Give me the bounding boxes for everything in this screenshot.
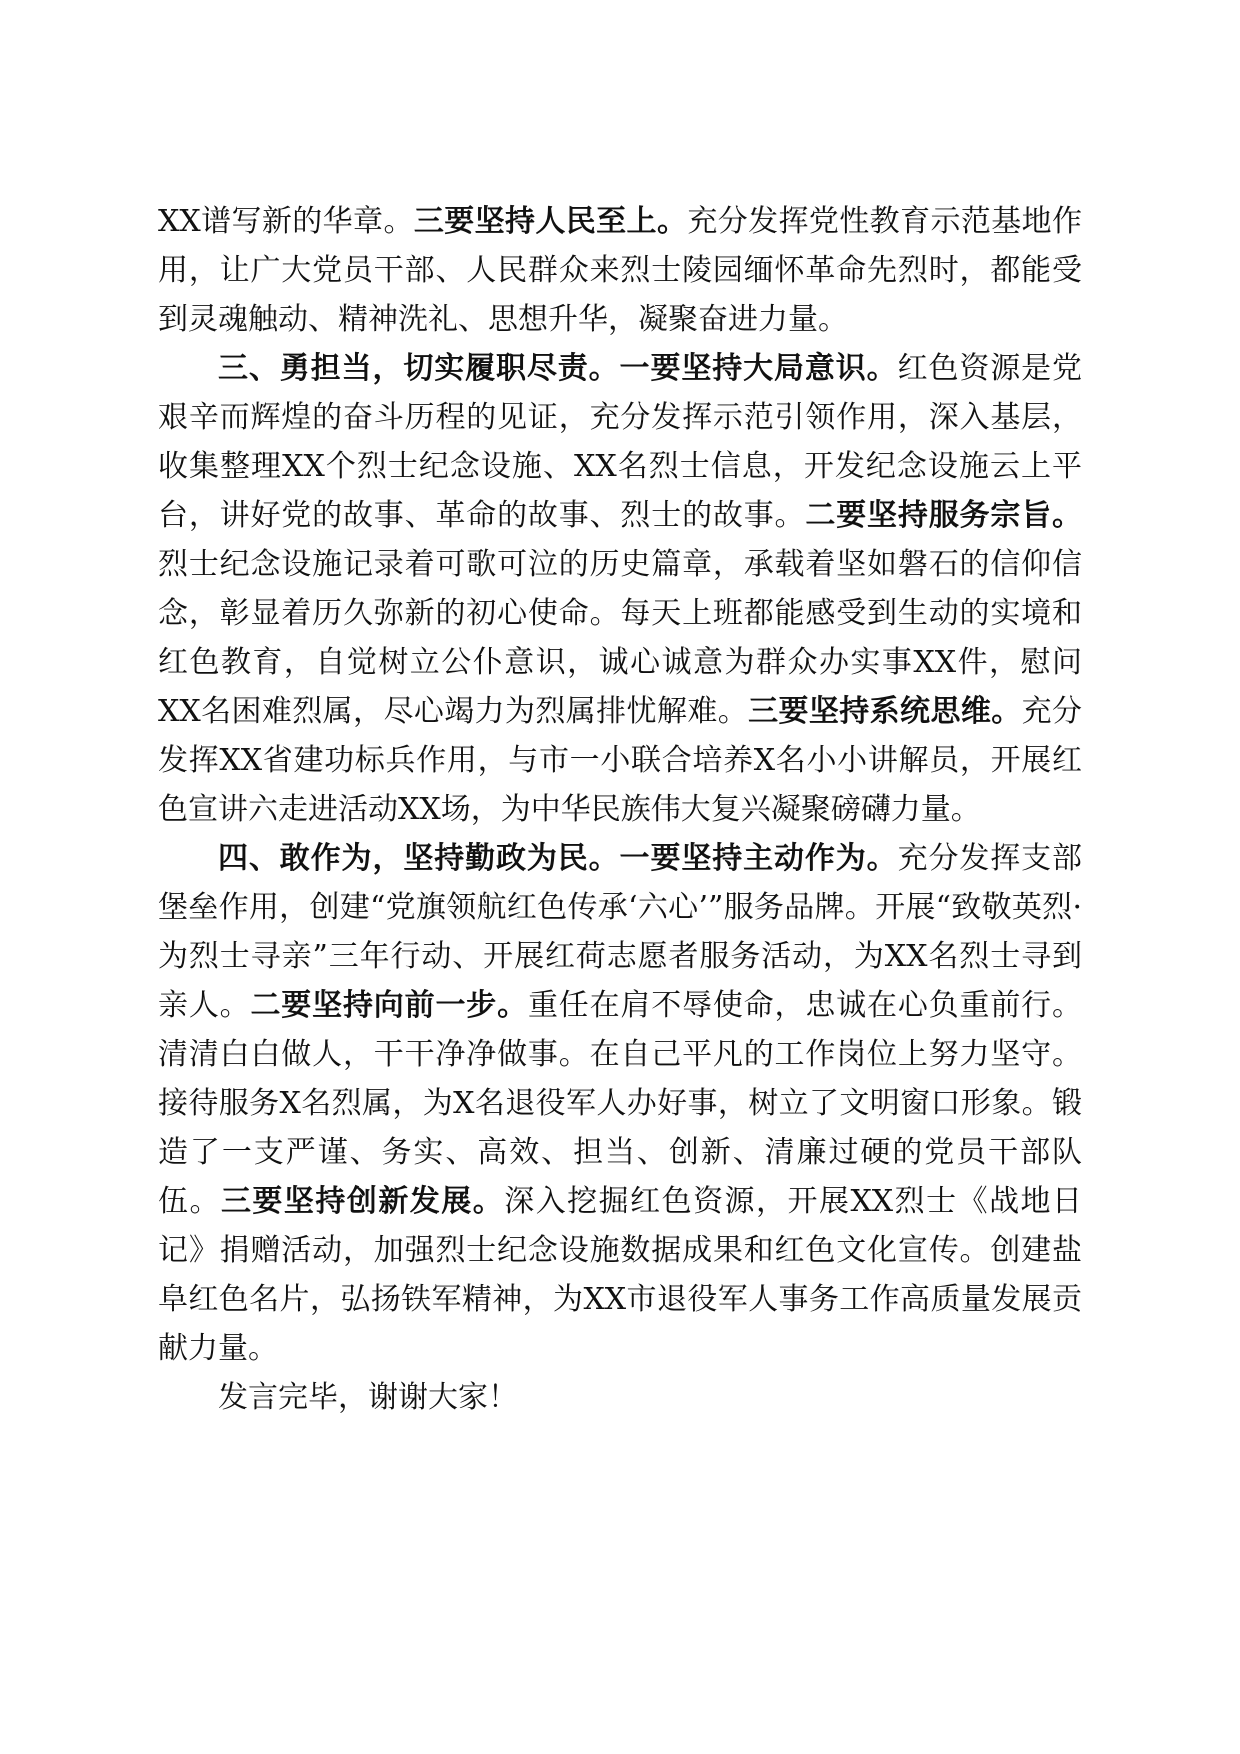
text-run: 发言完毕，谢谢大家！ [218,1380,518,1415]
text-run: 烈士纪念设施记录着可歌可泣的历史篇章，承载着坚如磐石的信仰信念，彰显着历久弥新的初心使命。每天上班都能感受到生动的实境和红色教育，自觉树立公仆意识，诚心诚意为群众办实事XX件，慰问XX名困难烈属，尽心竭力为烈属排忧解难。 [158,547,1082,729]
bold-heading-run: 四、敢作为，坚持勤政为民。一要坚持主动作为。 [218,841,898,876]
text-run: 深入挖掘红色资源，开展XX烈士《战地日记》捐赠活动，加强烈士纪念设施数据成果和红色文化宣传。创建盐阜红色名片，弘扬铁军精神，为XX市退役军人事务工作高质量发展贡献力量。 [158,1184,1083,1366]
bold-heading-run: 三要坚持人民至上。 [413,204,688,239]
bold-heading-run: 三、勇担当，切实履职尽责。一要坚持大局意识。 [218,351,898,386]
document-page [158,197,1082,1422]
text-run: 充分发挥XX省建功标兵作用，与市一小联合培养X名小小讲解员，开展红色宣讲六走进活动XX场，为中华民族伟大复兴凝聚磅礴力量。 [158,694,1083,827]
paragraph-1 [158,197,1082,344]
bold-heading-run: 三要坚持创新发展。 [220,1184,505,1219]
text-run: XX谱写新的华章。 [158,204,414,239]
closing-paragraph [158,1373,1082,1422]
text-run: 充分发挥党性教育示范基地作用，让广大党员干部、人民群众来烈士陵园缅怀革命先烈时，都能受到灵魂触动、精神洗礼、思想升华，凝聚奋进力量。 [158,204,1083,337]
bold-heading-run: 三要坚持系统思维。 [748,694,1022,729]
text-run: 红色资源是党艰辛而辉煌的奋斗历程的见证，充分发挥示范引领作用，深入基层，收集整理XX个烈士纪念设施、XX名烈士信息，开发纪念设施云上平台，讲好党的故事、革命的故事、烈士的故事。 [158,351,1083,533]
text-run: 重任在肩不辱使命，忠诚在心负重前行。清清白白做人，干干净净做事。在自己平凡的工作岗位上努力坚守。接待服务X名烈属，为X名退役军人办好事，树立了文明窗口形象。锻造了一支严谨、务实、高效、担当、创新、清廉过硬的党员干部队伍。 [158,988,1083,1219]
paragraph-2 [158,344,1082,834]
paragraph-3 [158,834,1082,1373]
bold-heading-run: 二要坚持服务宗旨。 [805,498,1083,533]
text-run: 充分发挥支部堡垒作用，创建“党旗领航红色传承‘六心’”服务品牌。开展“致敬英烈·为烈士寻亲”三年行动、开展红荷志愿者服务活动，为XX名烈士寻到亲人。 [158,841,1083,1023]
bold-heading-run: 二要坚持向前一步。 [250,988,528,1023]
